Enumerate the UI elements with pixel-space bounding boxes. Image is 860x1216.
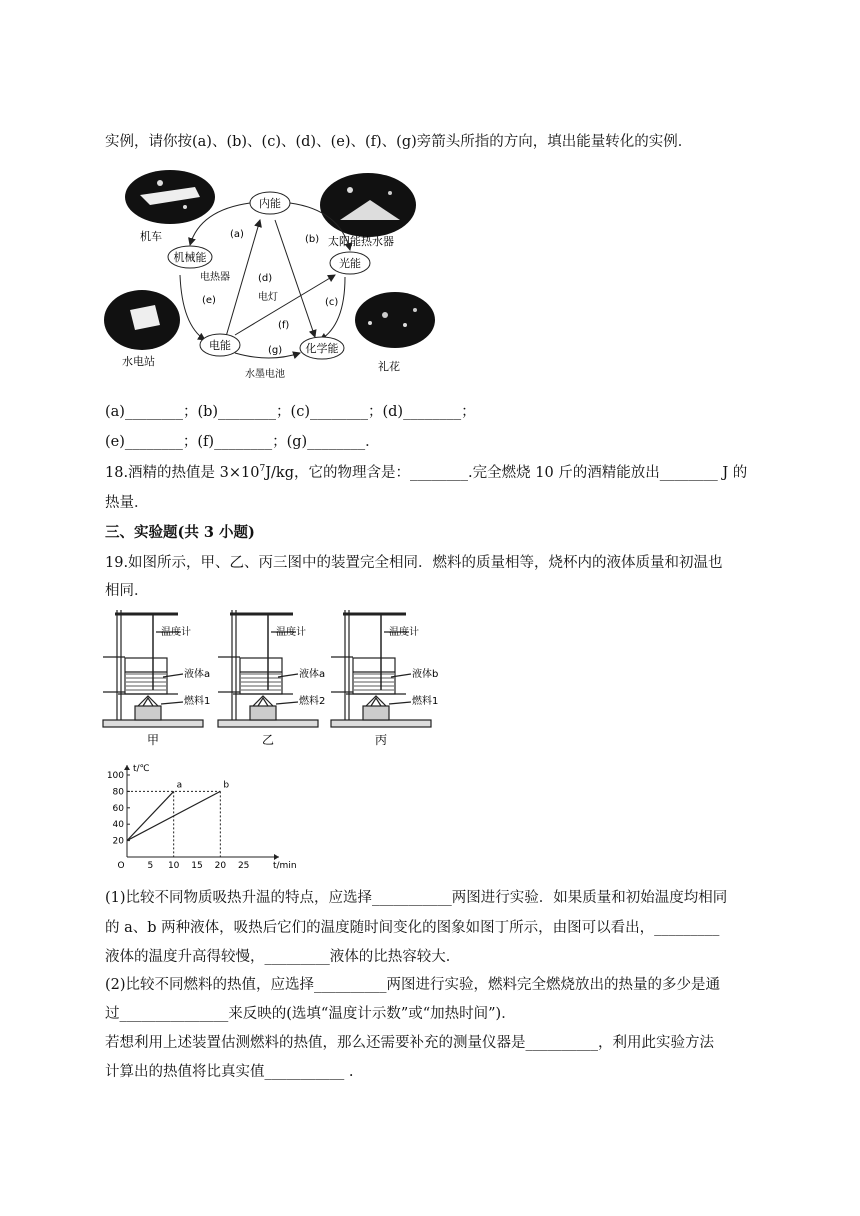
y-tick-label: 80 — [112, 787, 124, 798]
x-tick-label: 15 — [191, 861, 203, 871]
label-d: (d) — [258, 273, 273, 284]
blanks-row-2: (e)________；(f)________；(g)________． — [105, 434, 380, 450]
hydro-photo — [104, 290, 180, 350]
label-c: (c) — [325, 297, 339, 308]
apparatus-figures — [103, 602, 443, 747]
y-tick-label: 100 — [106, 771, 124, 781]
svg-text:电能: 电能 — [209, 339, 231, 352]
series-line-a — [127, 791, 174, 840]
label-lamp: 电灯 — [258, 292, 278, 303]
svg-text:化学能: 化学能 — [305, 342, 339, 355]
label-battery: 水墨电池 — [245, 369, 285, 380]
solar-photo — [320, 173, 416, 237]
p1-line-2: 的 a、b 两种液体，吸热后它们的温度随时间变化的图象如图丁所示，由图可以看出，_________ — [105, 920, 720, 936]
label-heater: 电热器 — [200, 272, 230, 283]
node-internal — [250, 192, 290, 214]
solar-label: 太阳能热水器 — [328, 235, 394, 248]
fuel-label-3: 燃料1 — [412, 696, 439, 707]
series-label-a: a — [176, 780, 183, 791]
label-g: (g) — [268, 345, 283, 356]
x-tick-label: 25 — [237, 861, 250, 871]
x-tick-label: 20 — [214, 861, 227, 871]
label-f: (f) — [278, 320, 290, 331]
p3-line-2: 计算出的热值将比真实值___________ . — [105, 1064, 354, 1080]
fuel-label-2: 燃料2 — [299, 696, 326, 707]
hydro-label: 水电站 — [122, 355, 155, 368]
caption-3: 丙 — [375, 733, 388, 747]
y-axis-label: t/℃ — [133, 764, 150, 774]
engine-label: 机车 — [140, 230, 162, 243]
liquid-label-2: 液体a — [299, 669, 326, 680]
liquid-label-3: 液体b — [412, 669, 439, 680]
thermo-label-2: 温度计 — [276, 627, 306, 638]
engine-photo — [125, 170, 215, 224]
firework-label: 礼花 — [378, 360, 400, 373]
temperature-chart — [105, 755, 297, 875]
p1-line-1: (1)比较不同物质吸热升温的特点，应选择___________两图进行实验．如果质量和初始温度均相同 — [105, 890, 728, 906]
svg-text:光能: 光能 — [339, 257, 361, 270]
x-tick-label: 10 — [167, 861, 180, 871]
p3-line-1: 若想利用上述装置估测燃料的热值，那么还需要补充的测量仪器是__________，利用此实验方法 — [105, 1035, 714, 1051]
svg-text:机械能: 机械能 — [173, 251, 207, 264]
energy-conversion-diagram — [100, 165, 440, 380]
thermo-label-3: 温度计 — [389, 627, 419, 638]
fuel-label-1: 燃料1 — [184, 696, 211, 707]
y-axis-arrow — [124, 765, 130, 770]
p2-line-2: 过_______________来反映的(选填“温度计示数”或“加热时间”)． — [105, 1006, 516, 1022]
svg-text:内能: 内能 — [259, 197, 281, 210]
intro-text: 实例，请你按(a)、(b)、(c)、(d)、(e)、(f)、(g)旁箭头所指的方向，填出能量转化的实例． — [105, 134, 693, 150]
series-label-b: b — [223, 780, 230, 791]
p2-line-1: (2)比较不同燃料的热值，应选择__________两图进行实验，燃料完全燃烧放出的热量的多少是通 — [105, 977, 721, 993]
section-title: 三、实验题(共 3 小题) — [105, 524, 255, 541]
firework-photo — [355, 292, 435, 348]
q18-line-2: 热量． — [105, 495, 149, 511]
y-tick-label: 20 — [112, 836, 124, 847]
node-electric — [200, 334, 240, 356]
caption-2: 乙 — [262, 733, 275, 747]
y-tick-label: 60 — [112, 803, 124, 814]
node-mechanical — [168, 246, 212, 268]
thermo-label-1: 温度计 — [161, 627, 191, 638]
node-chemical — [300, 337, 344, 359]
label-b: (b) — [305, 234, 320, 245]
q19-line-2: 相同． — [105, 583, 149, 599]
liquid-label-1: 液体a — [184, 669, 211, 680]
q19-line-1: 19.如图所示，甲、乙、丙三图中的装置完全相同．燃料的质量相等，烧杯内的液体质量和初温也 — [105, 555, 723, 571]
caption-1: 甲 — [147, 733, 160, 747]
x-axis-arrow — [274, 854, 279, 860]
node-light — [330, 252, 370, 274]
p1-line-3: 液体的温度升高得较慢，_________液体的比热容较大． — [105, 949, 461, 965]
blanks-row-1: (a)________；(b)________；(c)________；(d)________； — [105, 404, 476, 420]
y-tick-label: 40 — [112, 820, 124, 831]
x-axis-label: t/min — [273, 861, 297, 871]
origin-label: O — [117, 861, 125, 871]
q18-line-1: 18.酒精的热值是 $3\times 10^7J/kg$，它的物理含是：________.完全燃烧 10 斤的酒精能放出________ J 的 — [105, 464, 748, 481]
label-e: (e) — [202, 295, 216, 306]
label-a: (a) — [230, 229, 244, 240]
x-tick-label: 5 — [147, 861, 154, 871]
